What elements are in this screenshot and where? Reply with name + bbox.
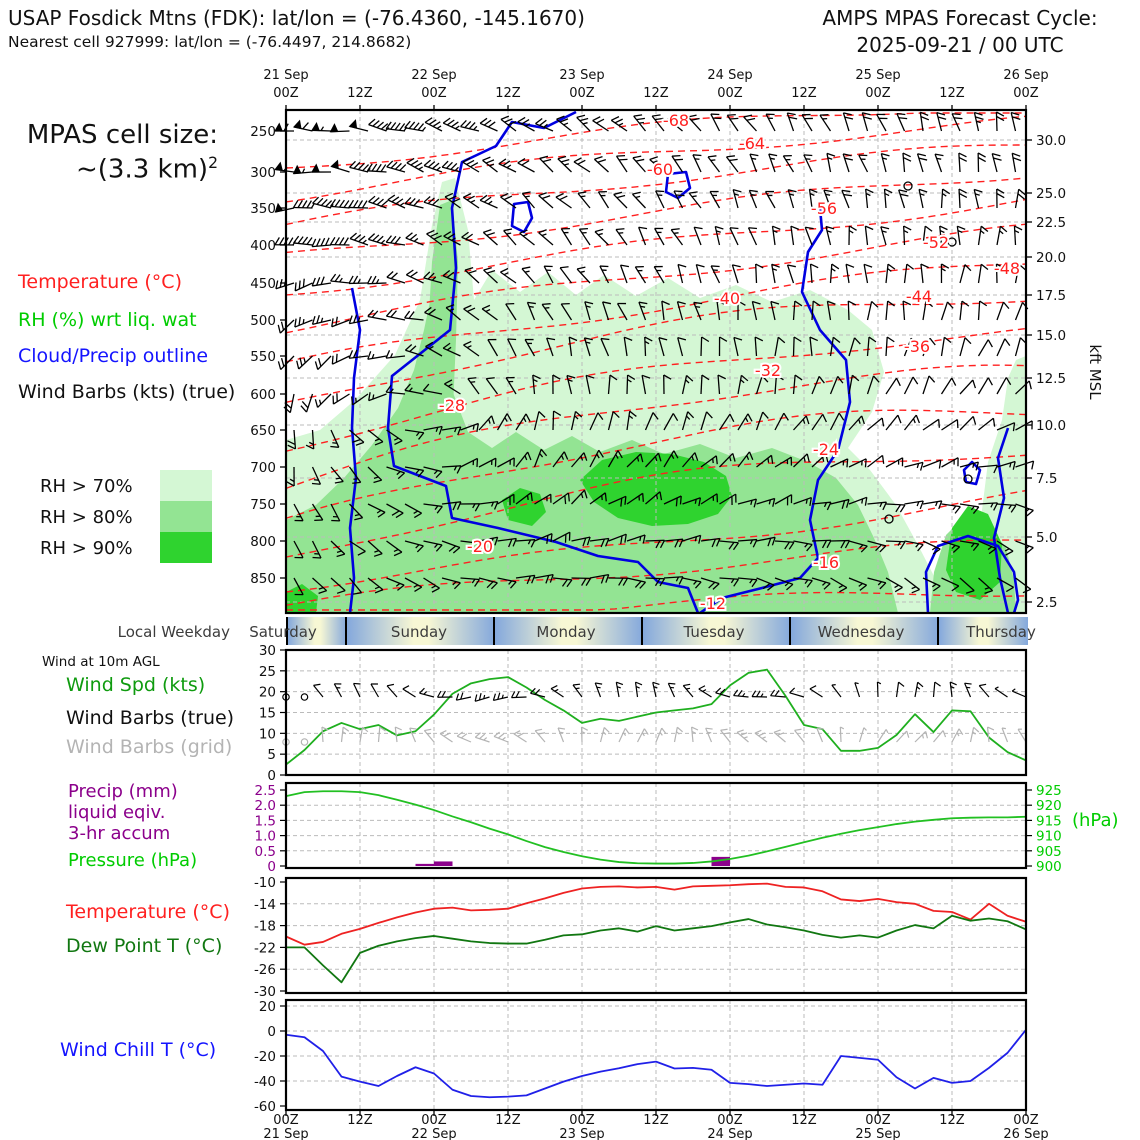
local-weekday-label: Local Weekday [117,623,230,641]
forecast-cycle-line2: 2025-09-21 / 00 UTC [856,33,1064,57]
forecast-cycle-header [795,5,1125,59]
pressure-ytick-label: 900 [1036,859,1062,875]
temp-contour-label: -52 [922,233,950,252]
kft-tick-label: 5.0 [1036,530,1058,546]
legend-cloud: Cloud/Precip outline [18,345,209,367]
temp-contour-label: -32 [754,361,782,380]
precip-label-1: Precip (mm) [68,781,178,802]
wind-speed-label: Wind Spd (kts) [66,674,206,696]
cell-size-label-line2: ~(3.3 km)$^2$ [76,154,218,185]
chill-ytick-label: 0 [267,1024,276,1040]
top-hour-tick-label: 12Z [791,86,817,101]
legend-rh: RH (%) wrt liq. wat [18,309,197,331]
wind-ytick-label: 25 [258,663,276,680]
precip-ytick-label: 0.5 [254,843,276,860]
kft-tick-label: 30.0 [1036,133,1067,149]
rh-legend-70-label: RH > 70% [40,476,133,497]
pressure-tick-label: 300 [250,165,276,181]
temp-contour-label: -56 [810,199,838,218]
kft-tick-label: 2.5 [1036,595,1058,611]
precip-ytick-label: 1.5 [254,813,276,830]
bottom-date-tick-label: 25 Sep [855,1127,901,1140]
bottom-hour-tick-label: 00Z [865,1113,891,1128]
top-hour-tick-label: 00Z [569,86,595,101]
wind-ytick-label: 30 [258,643,276,659]
weekday-name: Monday [536,623,596,641]
temp-contour-label: -12 [699,594,727,613]
legend-windbarbs: Wind Barbs (kts) (true) [18,381,236,403]
bottom-date-tick-label: 26 Sep [1003,1127,1049,1140]
pressure-tick-label: 250 [250,124,276,140]
top-date-tick-label: 25 Sep [855,68,901,83]
kft-tick-label: 15.0 [1036,328,1067,344]
calm-circle [904,182,912,190]
kft-tick-label: 10.0 [1036,418,1067,434]
bottom-hour-tick-label: 12Z [495,1113,521,1128]
bottom-hour-tick-label: 00Z [569,1113,595,1128]
pressure-label: Pressure (hPa) [68,850,198,871]
temp-ytick-label: -14 [253,896,276,913]
kft-tick-label: 17.5 [1036,288,1067,304]
temp-ytick-label: -22 [253,940,276,957]
pressure-tick-label: 350 [250,201,276,217]
wind-ytick-label: 20 [258,684,276,701]
top-hour-tick-label: 12Z [643,86,669,101]
weekday-name: Sunday [390,623,448,641]
precip-ytick-label: 2.0 [254,798,276,815]
temp-contour-label: -20 [466,537,494,556]
legend-temperature: Temperature (°C) [18,271,182,293]
pressure-tick-label: 600 [250,387,276,403]
bottom-hour-tick-label: 12Z [347,1113,373,1128]
bottom-hour-tick-label: 00Z [1013,1113,1039,1128]
kft-tick-label: 25.0 [1036,186,1067,202]
top-date-tick-label: 22 Sep [411,68,457,83]
temp-ytick-label: -10 [253,875,276,891]
temp-ytick-label: -18 [253,918,276,935]
pressure-tick-label: 550 [250,349,276,365]
chill-ytick-label: -40 [253,1074,276,1090]
precip-bar [434,861,453,866]
pressure-tick-label: 750 [250,497,276,513]
chill-ytick-label: 20 [258,999,276,1015]
pressure-ytick-label: 905 [1036,843,1062,860]
rh-legend-swatch [160,532,212,563]
weekday-name: Saturday [249,623,317,641]
weekday-name: Tuesday [683,623,745,641]
top-hour-tick-label: 00Z [421,86,447,101]
precip-pressure-panel [255,783,1062,875]
top-date-tick-label: 23 Sep [559,68,605,83]
top-hour-tick-label: 12Z [347,86,373,101]
kft-tick-label: 22.5 [1036,215,1067,231]
dew-curve-label: Dew Point T (°C) [66,935,223,957]
page-title: USAP Fosdick Mtns (FDK): lat/lon = (-76.4360, -145.1670) [8,6,585,30]
temp-ytick-label: -30 [253,984,276,1000]
pressure-tick-label: 500 [250,313,276,329]
pressure-ytick-label: 915 [1036,813,1062,830]
kft-tick-label: 20.0 [1036,250,1067,266]
wind-barbs-grid-label: Wind Barbs (grid) [66,736,233,758]
pressure-tick-label: 700 [250,460,276,476]
top-hour-tick-label: 00Z [273,86,299,101]
top-hour-tick-label: 00Z [717,86,743,101]
weekday-name: Wednesday [817,623,905,641]
kft-axis-title: kft MSL [1086,344,1104,400]
temp-dew-panel [254,875,1026,1000]
temp-curve-label: Temperature (°C) [66,901,230,923]
precip-label-3: 3-hr accum [68,823,171,844]
temp-contour-label: -24 [812,440,840,459]
wind-panel [259,643,1026,784]
bottom-hour-tick-label: 12Z [791,1113,817,1128]
wind-ytick-label: 0 [267,768,276,784]
temp-ytick-label: -26 [253,962,276,979]
rh-legend-80-label: RH > 80% [40,507,133,528]
bottom-hour-tick-label: 12Z [643,1113,669,1128]
precip-ytick-label: 1.0 [254,828,276,845]
temp-contour-label: -60 [646,160,674,179]
pressure-tick-label: 850 [250,571,276,587]
page-subtitle: Nearest cell 927999: lat/lon = (-76.4497, 214.8682) [8,33,412,51]
top-hour-tick-label: 00Z [865,86,891,101]
temp-contour-label: -28 [438,396,466,415]
cell-size-label-line1: MPAS cell size: [26,120,218,150]
rh-legend-swatch [160,470,212,501]
temp-contour-label: -64 [738,134,766,153]
wind-context-label: Wind at 10m AGL [42,654,160,670]
rh-legend-swatches [160,470,212,563]
pressure-ytick-label: 910 [1036,828,1062,845]
forecast-cycle-line1: AMPS MPAS Forecast Cycle: [822,6,1098,30]
pressure-tick-label: 800 [250,534,276,550]
pressure-tick-label: 450 [250,276,276,292]
top-date-tick-label: 26 Sep [1003,68,1049,83]
kft-tick-label: 7.5 [1036,471,1058,487]
precip-bar [416,864,435,866]
bottom-date-tick-label: 21 Sep [263,1127,309,1140]
temp-contour-label: -44 [905,287,933,306]
chill-ytick-label: -20 [253,1049,276,1065]
bottom-date-tick-label: 22 Sep [411,1127,457,1140]
temp-contour-label: -68 [662,111,690,130]
temp-contour-label: -40 [713,289,741,308]
top-hour-tick-label: 12Z [939,86,965,101]
weekday-name: Thursday [966,623,1036,641]
bottom-hour-tick-label: 00Z [273,1113,299,1128]
bottom-hour-tick-label: 00Z [717,1113,743,1128]
precip-ytick-label: 2.5 [254,783,276,799]
pressure-ytick-label: 925 [1036,783,1062,799]
top-date-tick-label: 24 Sep [707,68,753,83]
bottom-hour-tick-label: 00Z [421,1113,447,1128]
pressure-ytick-label: 920 [1036,798,1062,815]
hpa-unit-label: (hPa) [1072,810,1119,831]
wind-ytick-label: 15 [258,705,276,722]
kft-tick-label: 12.5 [1036,371,1067,387]
pressure-tick-label: 650 [250,423,276,439]
precip-ytick-label: 0 [267,859,276,875]
wind-ytick-label: 10 [258,726,276,743]
pressure-tick-label: 400 [250,238,276,254]
temp-contour-label: -36 [903,337,931,356]
wind-chill-label: Wind Chill T (°C) [60,1039,217,1061]
rh-legend-90-label: RH > 90% [40,538,133,559]
top-date-tick-label: 21 Sep [263,68,309,83]
bottom-hour-tick-label: 12Z [939,1113,965,1128]
precip-label-2: liquid eqiv. [68,802,166,823]
rh-legend-swatch [160,501,212,532]
top-hour-tick-label: 00Z [1013,86,1039,101]
temp-contour-label: -48 [993,259,1021,278]
chill-ytick-label: -60 [253,1099,276,1115]
top-hour-tick-label: 12Z [495,86,521,101]
bottom-date-tick-label: 24 Sep [707,1127,753,1140]
wind-barbs-true-label: Wind Barbs (true) [66,707,235,729]
temp-contour-label: -16 [812,553,840,572]
wind-chill-panel [254,999,1049,1140]
wind-ytick-label: 5 [267,747,276,764]
bottom-date-tick-label: 23 Sep [559,1127,605,1140]
